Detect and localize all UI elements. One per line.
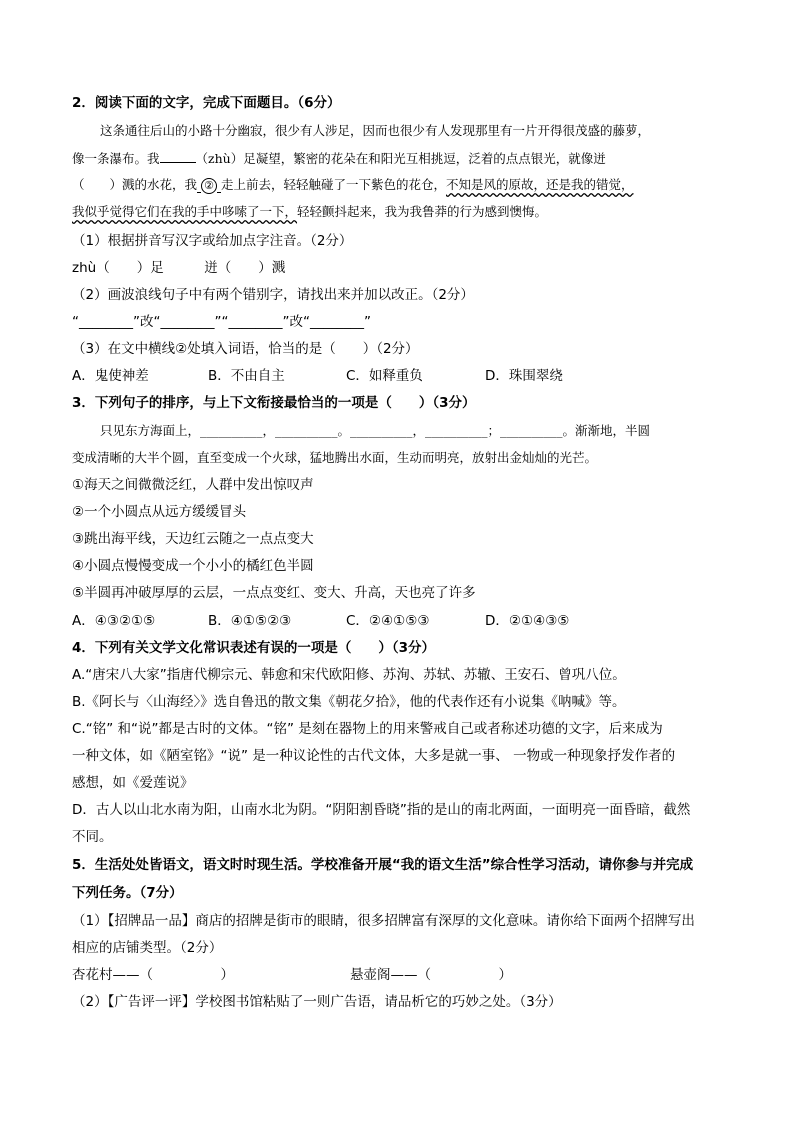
q4-option-a[interactable]: A.“唐宋八大家”指唐代柳宗元、韩愈和宋代欧阳修、苏洵、苏轼、苏辙、王安石、曾巩八位。 — [72, 667, 626, 683]
q3-option-c[interactable]: C．②④①⑤③ — [346, 613, 430, 629]
q4-option-d-line2[interactable]: 不同。 — [72, 829, 113, 845]
q3-option-a[interactable]: A．④③②①⑤ — [72, 613, 156, 629]
q3-item-2: ②一个小圆点从远方缓缓冒头 — [72, 504, 247, 520]
q2-passage-text: 走上前去，轻轻触碰了一下紫色的花仓， — [220, 177, 446, 192]
q2-passage-line1: 这条通往后山的小路十分幽寂，很少有人涉足，因而也很少有人发现那里有一片开得很茂盛的藤萝， — [100, 123, 651, 138]
q3-item-4: ④小圆点慢慢变成一个小小的橘红色半圆 — [72, 558, 314, 574]
wavy-sentence: 不知是风的原故，还是我的错觉， — [446, 177, 634, 192]
q3-option-b[interactable]: B．④①⑤②③ — [208, 613, 292, 629]
q5-sub1-line2: 相应的店铺类型。（2分） — [72, 940, 223, 956]
q2-passage-text: （ ）溅的水花，我 — [72, 177, 198, 192]
q2-option-c[interactable]: C．如释重负 — [346, 368, 423, 384]
q5-sub1-answer-2[interactable]: 悬壶阁——（ ） — [350, 967, 512, 983]
q2-passage-text: 轻轻颤抖起来，我为我鲁莽的行为感到懊悔。 — [297, 204, 548, 219]
q4-title: 4．下列有关文学文化常识表述有误的一项是（ ）（3分） — [72, 640, 436, 656]
q2-sub1: （1）根据拼音写汉字或给加点字注音。（2分） — [72, 233, 353, 249]
q4-option-c-line3[interactable]: 感想，如《爱莲说》 — [72, 775, 194, 791]
q2-passage-line3 — [72, 175, 634, 195]
q2-passage-line4 — [72, 202, 547, 222]
q3-title: 3．下列句子的排序，与上下文衔接最恰当的一项是（ ）（3分） — [72, 395, 476, 411]
q2-sub3: （3）在文中横线②处填入词语，恰当的是（ ）（2分） — [72, 341, 419, 357]
q3-passage-line1: 只见东方海面上，__________，__________。__________，__________；__________。渐渐地，半圆 — [100, 423, 651, 438]
q2-passage-line2 — [72, 148, 606, 169]
blank-2[interactable] — [197, 177, 221, 192]
blank-zhu[interactable] — [160, 148, 196, 163]
q2-sub2: （2）画波浪线句子中有两个错别字，请找出来并加以改正。（2分） — [72, 287, 474, 303]
q2-option-a[interactable]: A．鬼使神差 — [72, 368, 149, 384]
q5-sub2: （2）【广告评一评】学校图书馆粘贴了一则广告语，请品析它的巧妙之处。（3分） — [72, 994, 562, 1010]
wavy-sentence: 我似乎觉得它们在我的手中哆嗦了一下， — [72, 204, 298, 219]
q2-sub1-answer[interactable]: zhù（ ）足 迸（ ）溅 — [72, 260, 286, 276]
q4-option-b[interactable]: B.《阿长与〈山海经〉》选自鲁迅的散文集《朝花夕拾》，他的代表作还有小说集《呐喊》等。 — [72, 694, 626, 710]
q4-option-d-line1[interactable]: D．古人以山北水南为阳，山南水北为阴。“阴阳割昏晓”指的是山的南北两面，一面明亮一面昏暗，截然 — [72, 802, 691, 818]
q4-option-c-line1[interactable]: C.“铭” 和“说”都是古时的文体。“铭” 是刻在器物上的用来警戒自己或者称述功德的文字，后来成为 — [72, 721, 663, 737]
q2-option-b[interactable]: B．不由自主 — [208, 368, 285, 384]
q2-passage-text: 像一条瀑布。我 — [72, 151, 160, 166]
q5-title-line1: 5．生活处处皆语文，语文时时现生活。学校准备开展“我的语文生活”综合性学习活动，请你参与并完成 — [72, 857, 694, 873]
q3-passage-line2: 变成清晰的大半个圆，直至变成一个火球，猛地腾出水面，生动而明亮，放射出金灿灿的光芒。 — [72, 450, 598, 465]
q3-option-d[interactable]: D．②①④③⑤ — [485, 613, 570, 629]
q2-option-d[interactable]: D．珠围翠绕 — [485, 368, 563, 384]
q3-item-1: ①海天之间微微泛红，人群中发出惊叹声 — [72, 477, 314, 493]
q3-item-3: ③跳出海平线，天边红云随之一点点变大 — [72, 531, 314, 547]
q2-title: 2．阅读下面的文字，完成下面题目。（6分） — [72, 95, 341, 111]
q4-option-c-line2[interactable]: 一种文体，如《陋室铭》“说” 是一种议论性的古代文体，大多是就一事、 一物或一种现象抒发作者的 — [72, 748, 676, 764]
q5-sub1-answer-1[interactable]: 杏花村——（ ） — [72, 967, 234, 983]
q2-sub2-answer[interactable]: “________”改“________”“________”改“________” — [72, 314, 371, 330]
q3-item-5: ⑤半圆再冲破厚厚的云层，一点点变红、变大、升高，天也亮了许多 — [72, 585, 476, 601]
circled-2: ② — [201, 178, 217, 194]
q2-passage-text: （zhù）足凝望，繁密的花朵在和阳光互相挑逗，泛着的点点银光，就像迸 — [195, 151, 606, 166]
q5-title-line2: 下列任务。（7分） — [72, 885, 183, 901]
q5-sub1-line1: （1）【招牌品一品】商店的招牌是街市的眼睛，很多招牌富有深厚的文化意味。请你给下面两个招牌写出 — [72, 913, 695, 929]
